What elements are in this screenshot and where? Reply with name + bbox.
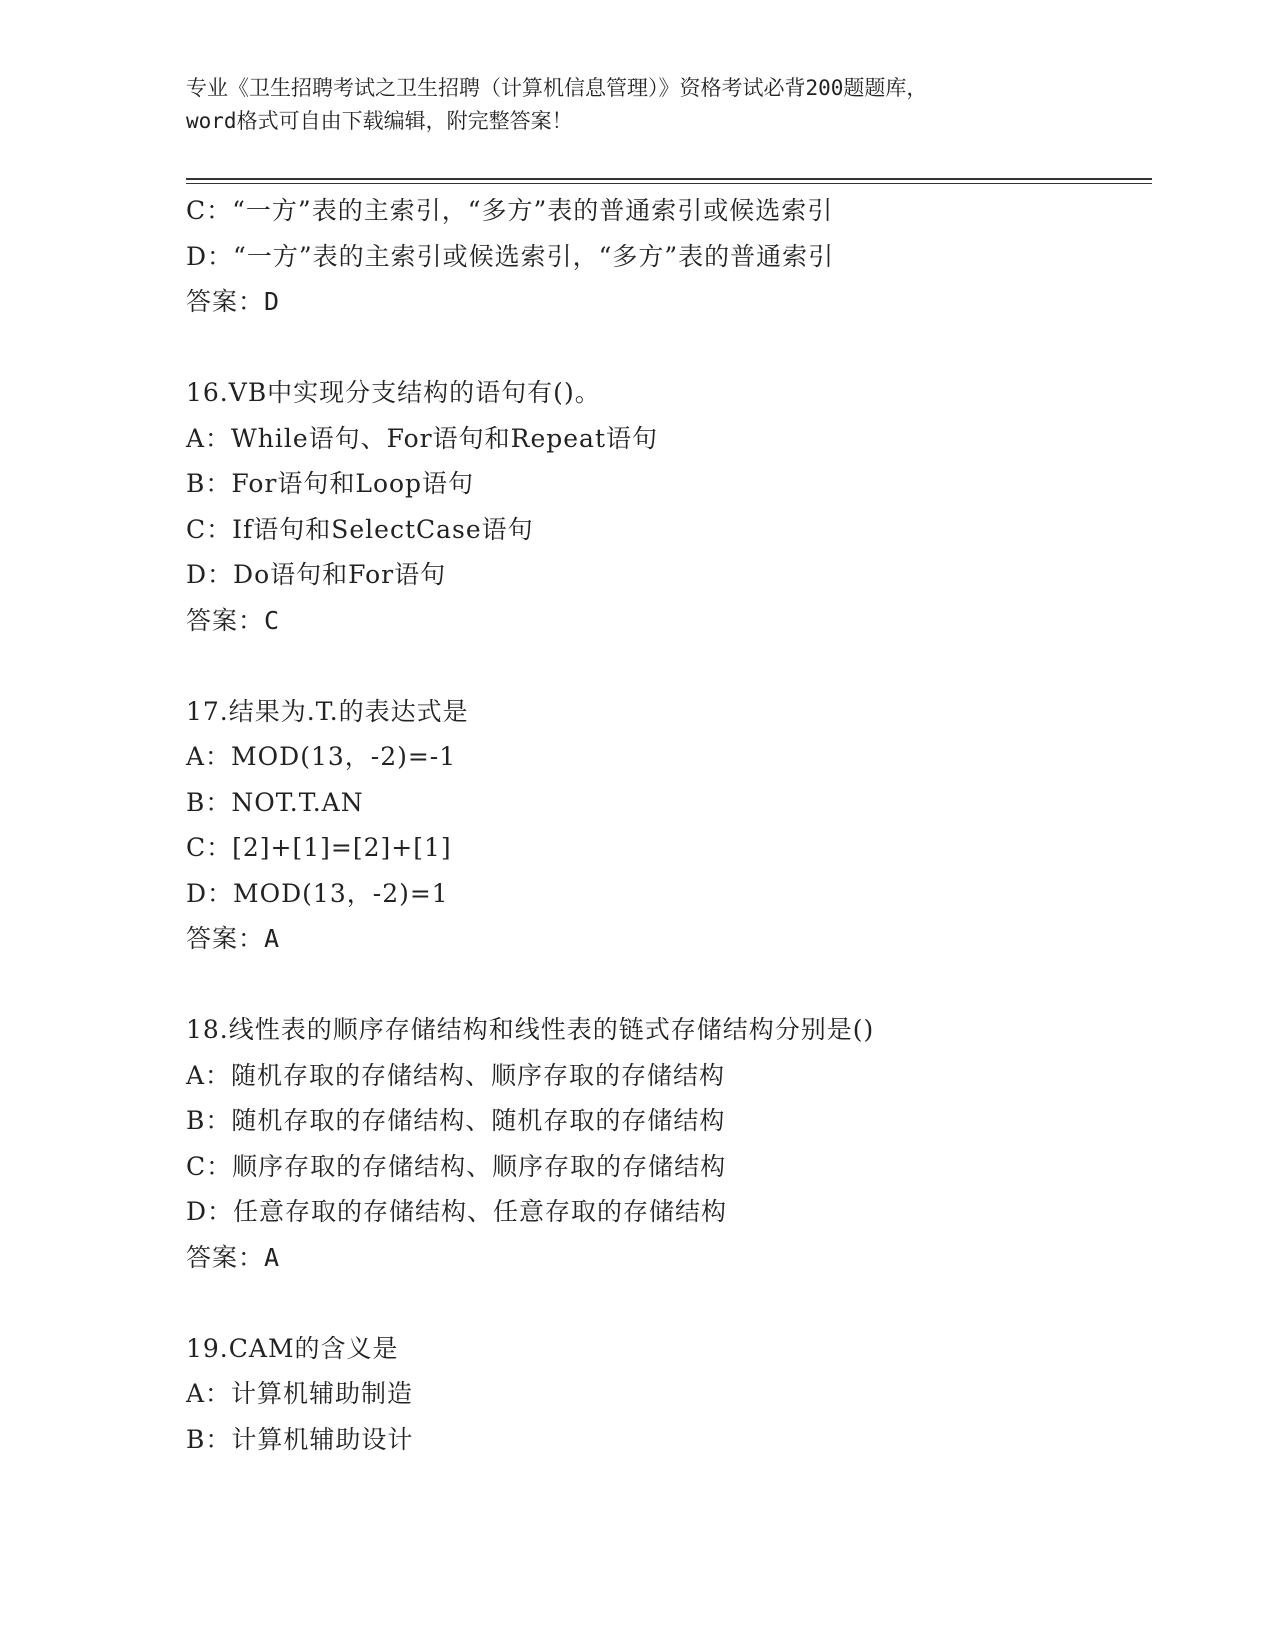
answer-value: A [264, 924, 281, 953]
option-a: A：随机存取的存储结构、顺序存取的存储结构 [186, 1060, 726, 1090]
answer-value: D [264, 287, 281, 316]
header-line-2: word格式可自由下载编辑，附完整答案！ [186, 109, 573, 133]
option-c: C：顺序存取的存储结构、顺序存取的存储结构 [186, 1151, 727, 1181]
question-block-16 [186, 370, 1146, 643]
document-header [186, 72, 1106, 138]
answer-label: 答案： [186, 605, 265, 635]
answer-value: A [264, 1242, 281, 1272]
question-block-18 [186, 1007, 1146, 1280]
option-a: A：While语句、For语句和Repeat语句 [186, 423, 658, 453]
answer-line [186, 1235, 1146, 1281]
question-block-17 [186, 689, 1146, 962]
question-list [186, 188, 1146, 1462]
answer-label: 答案： [186, 287, 265, 316]
header-line-1: 专业《卫生招聘考试之卫生招聘（计算机信息管理）》资格考试必背200题题库， [186, 76, 928, 100]
option-d: D：Do语句和For语句 [186, 560, 447, 589]
option-b: B：For语句和Loop语句 [186, 469, 475, 498]
option-a: A：MOD(13，-2)=-1 [186, 742, 457, 771]
option-b: B：随机存取的存储结构、随机存取的存储结构 [186, 1106, 726, 1135]
answer-line [186, 916, 1146, 962]
option-b: B：NOT.T.AN [186, 787, 364, 817]
option-c: C：“一方”表的主索引，“多方”表的普通索引或候选索引 [186, 196, 834, 225]
answer-line [186, 598, 1146, 644]
answer-label: 答案： [186, 924, 265, 953]
answer-value: C [264, 605, 281, 635]
header-divider-thin [186, 183, 1152, 184]
option-d: D：“一方”表的主索引或候选索引，“多方”表的普通索引 [186, 241, 835, 271]
option-c: C：If语句和SelectCase语句 [186, 514, 534, 544]
question-stem: 19.CAM的含义是 [186, 1333, 399, 1363]
question-stem: 17.结果为.T.的表达式是 [186, 696, 469, 726]
option-d: D：任意存取的存储结构、任意存取的存储结构 [186, 1197, 728, 1226]
option-b: B：计算机辅助设计 [186, 1424, 414, 1454]
question-stem: 18.线性表的顺序存储结构和线性表的链式存储结构分别是() [186, 1015, 875, 1044]
question-block-19 [186, 1326, 1146, 1463]
option-d: D：MOD(13，-2)=1 [186, 878, 449, 908]
header-divider-thick [186, 178, 1152, 180]
question-stem: 16.VB中实现分支结构的语句有()。 [186, 378, 601, 407]
question-block-15 [186, 188, 1146, 325]
option-a: A：计算机辅助制造 [186, 1379, 414, 1408]
answer-label: 答案： [186, 1242, 265, 1272]
answer-line [186, 279, 1146, 325]
option-c: C：[2]+[1]=[2]+[1] [186, 833, 452, 862]
